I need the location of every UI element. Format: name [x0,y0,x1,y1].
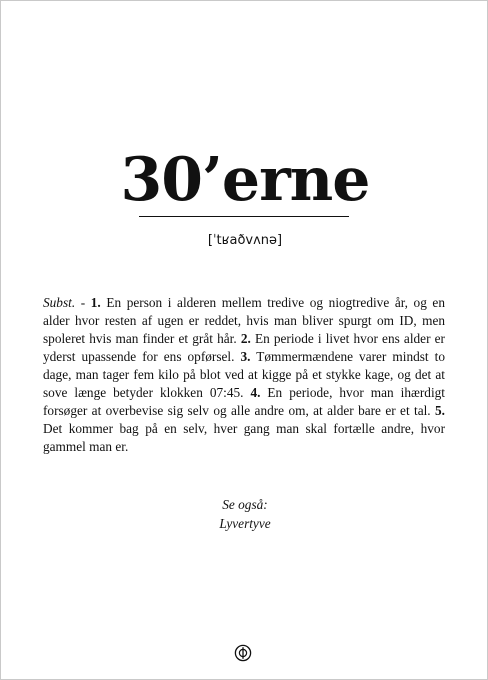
see-also [1,495,488,533]
definition-sense-4: En periode, hvor man ihærdigt forsøger at overbevise sig selv og alle andre om, at alder bare er et tal. [43,385,445,418]
definition-text [43,294,445,456]
see-also-label: Se også: [222,497,268,512]
definition-number-3: 3. [240,349,251,364]
title-underline [139,216,349,217]
definition-dash: - [75,295,91,310]
brand-logo-icon [234,644,252,662]
definition-sense-3: Tømmermændene varer mindst to dage, man tager fem kilo på blot ved at kigge på et stykke kage, og det at sove længe betyder klokken 07:45. [43,349,445,400]
part-of-speech: Subst. [43,295,76,310]
definition-number-1: 1. [90,295,101,310]
pronunciation: [ˈtʁaðvʌnə] [207,233,283,248]
definition-number-4: 4. [250,385,261,400]
definition-number-5: 5. [435,403,445,418]
definition-number-2: 2. [240,331,251,346]
definition-sense-1: En person i alderen mellem tredive og niogtredive år, og en alder hvor resten af ugen er reddet, hvis man bliver spurgt om ID, men spoleret hvis man finder et gråt hår. [43,295,445,346]
poster-title: 30’erne [120,145,370,215]
see-also-word: Lyvertyve [219,516,271,531]
definition-sense-2: En periode i livet hvor ens alder er yderst upassende for ens opførsel. [43,331,445,364]
definition-sense-5: Det kommer bag på en selv, hver gang man skal fortælle andre, hvor gammel man er. [43,421,445,454]
